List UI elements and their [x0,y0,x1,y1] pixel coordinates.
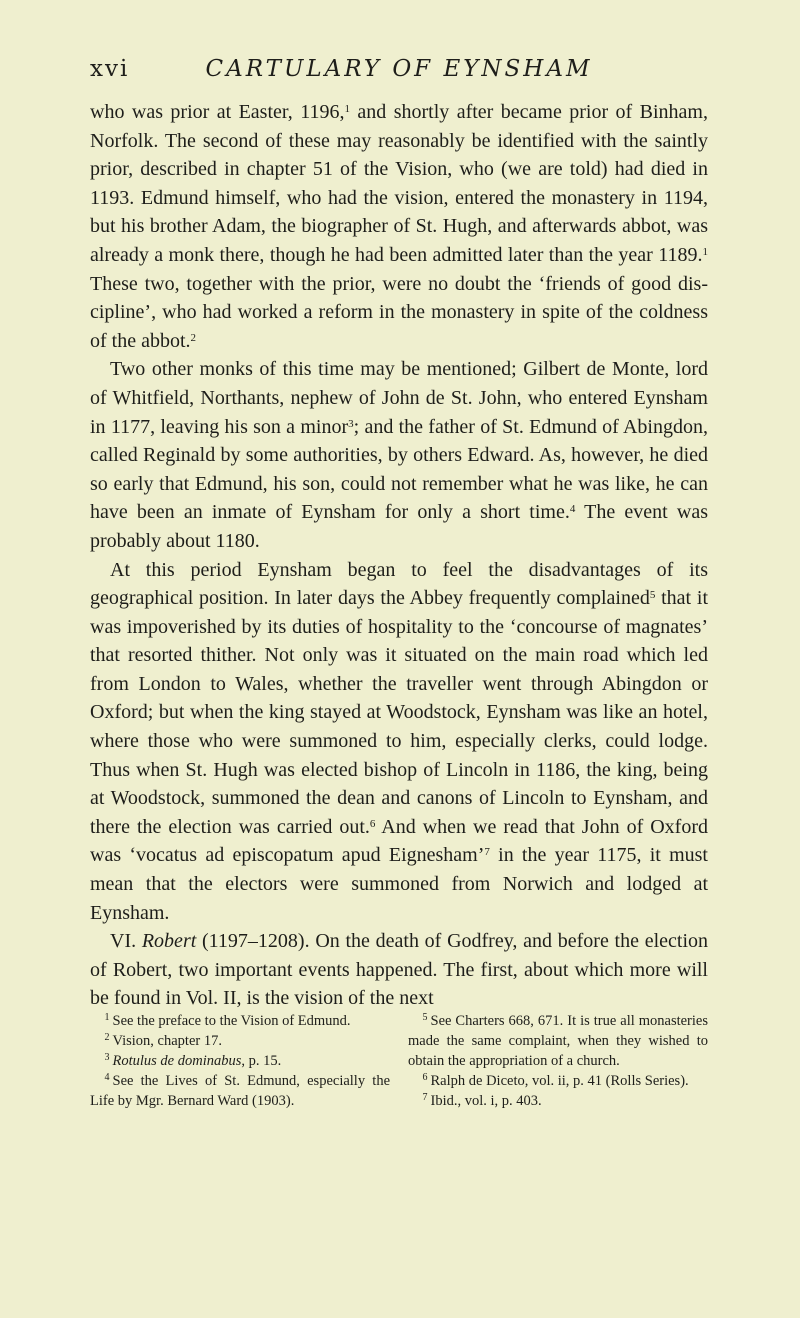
page-number: xvi [90,56,130,82]
footnote-ref: 3 [348,417,354,430]
running-title: CARTULARY OF EYNSHAM [205,56,593,82]
footnote: $^3$ Rotulus de dominabus, p. 15. [104,1052,282,1069]
paragraph: At this period Eynsham began to feel the disadvantages of its geographical position. In later days the Abbey frequently complained$^5$ that it was impoverished by its duties of hospitality to the ‘concourse of magnates’ that resorted thither. Not only was it situated on the main road which led from London to Wales, whether the traveller went through Abingdon or Oxford; but when the king stayed at Woodstock, Eynsham was like an hotel, where those who were summoned to him, especially clerks, could lodge. Thus when St. Hugh was elected bishop of Lincoln in 1186, the king, being at Woodstock, summoned the dean and canons of Lincoln to Eynsham, and there the election was carried out.$^6$ And when we read that John of Oxford was ‘vocatus ad episcopatum apud Eignesham’$^7$ in the year 1175, it must mean that the electors were summoned from Norwich and lodged at Eynsham. [90,558,709,924]
footnote-ref: 5 [649,589,656,602]
footnote-ref: 7 [484,846,490,859]
footnote: $^5$ See Charters 668, 671. It is true all monasteries made the same complaint, when they wished to obtain the appropriation of a church. [408,1012,708,1069]
footnote-column-left [90,1011,390,1111]
footnote: $^1$ See the preface to the Vision of Edmund. [104,1012,351,1029]
footnotes [90,1011,708,1111]
footnote: $^2$ Vision, chapter 17. [104,1032,222,1049]
footnote-ref: 6 [369,817,376,830]
main-text [90,98,708,1013]
footnote-ref: 1 [702,245,708,258]
paragraph: VI. Robert (1197–1208). On the death of Godfrey, and before the election of Robert, two important events happened. The first, about which more will be found in Vol. II, is the vision of the next [90,930,709,1010]
footnote-ref: 4 [569,503,576,516]
page-header [90,56,708,90]
footnote-ref: 1 [344,103,350,115]
footnote: $^4$ See the Lives of St. Edmund, especially the Life by Mgr. Bernard Ward (1903). [90,1072,390,1109]
footnote: $^7$ Ibid., vol. i, p. 403. [422,1092,542,1109]
footnote-ref: 2 [190,331,197,344]
footnote: $^6$ Ralph de Diceto, vol. ii, p. 41 (Rolls Series). [422,1072,689,1089]
paragraph: Two other monks of this time may be mentioned; Gilbert de Monte, lord of Whitfield, Northants, nephew of John de St. John, who entered Eynsham in 1177, leaving his son a minor$^3$; and the father of St. Edmund of Abingdon, called Reginald by some authorities, by others Edward. As, however, he died so early that Edmund, his son, could not remember what he was like, he can have been an inmate of Eynsham for only a short time.$^4$ The event was probably about 1180. [90,358,708,552]
footnote-column-right [408,1011,708,1111]
paragraph: who was prior at Easter, 1196,$^1$ and shortly after became prior of Binham, Norfolk. The second of these may reasonably be identified with the saintly prior, described in chapter 51 of the Vision, who (we are told) had died in 1193. Edmund himself, who had the vision, entered the monastery in 1194, but his brother Adam, the biographer of St. Hugh, and afterwards abbot, was already a monk there, though he had been admitted later than the year 1189.$^1$ These two, together with the prior, were no doubt the ‘friends of good discipline’, who had worked a reform in the monastery in spite of the coldness of the abbot.$^2$ [90,101,708,352]
section-name: Robert [141,930,197,953]
